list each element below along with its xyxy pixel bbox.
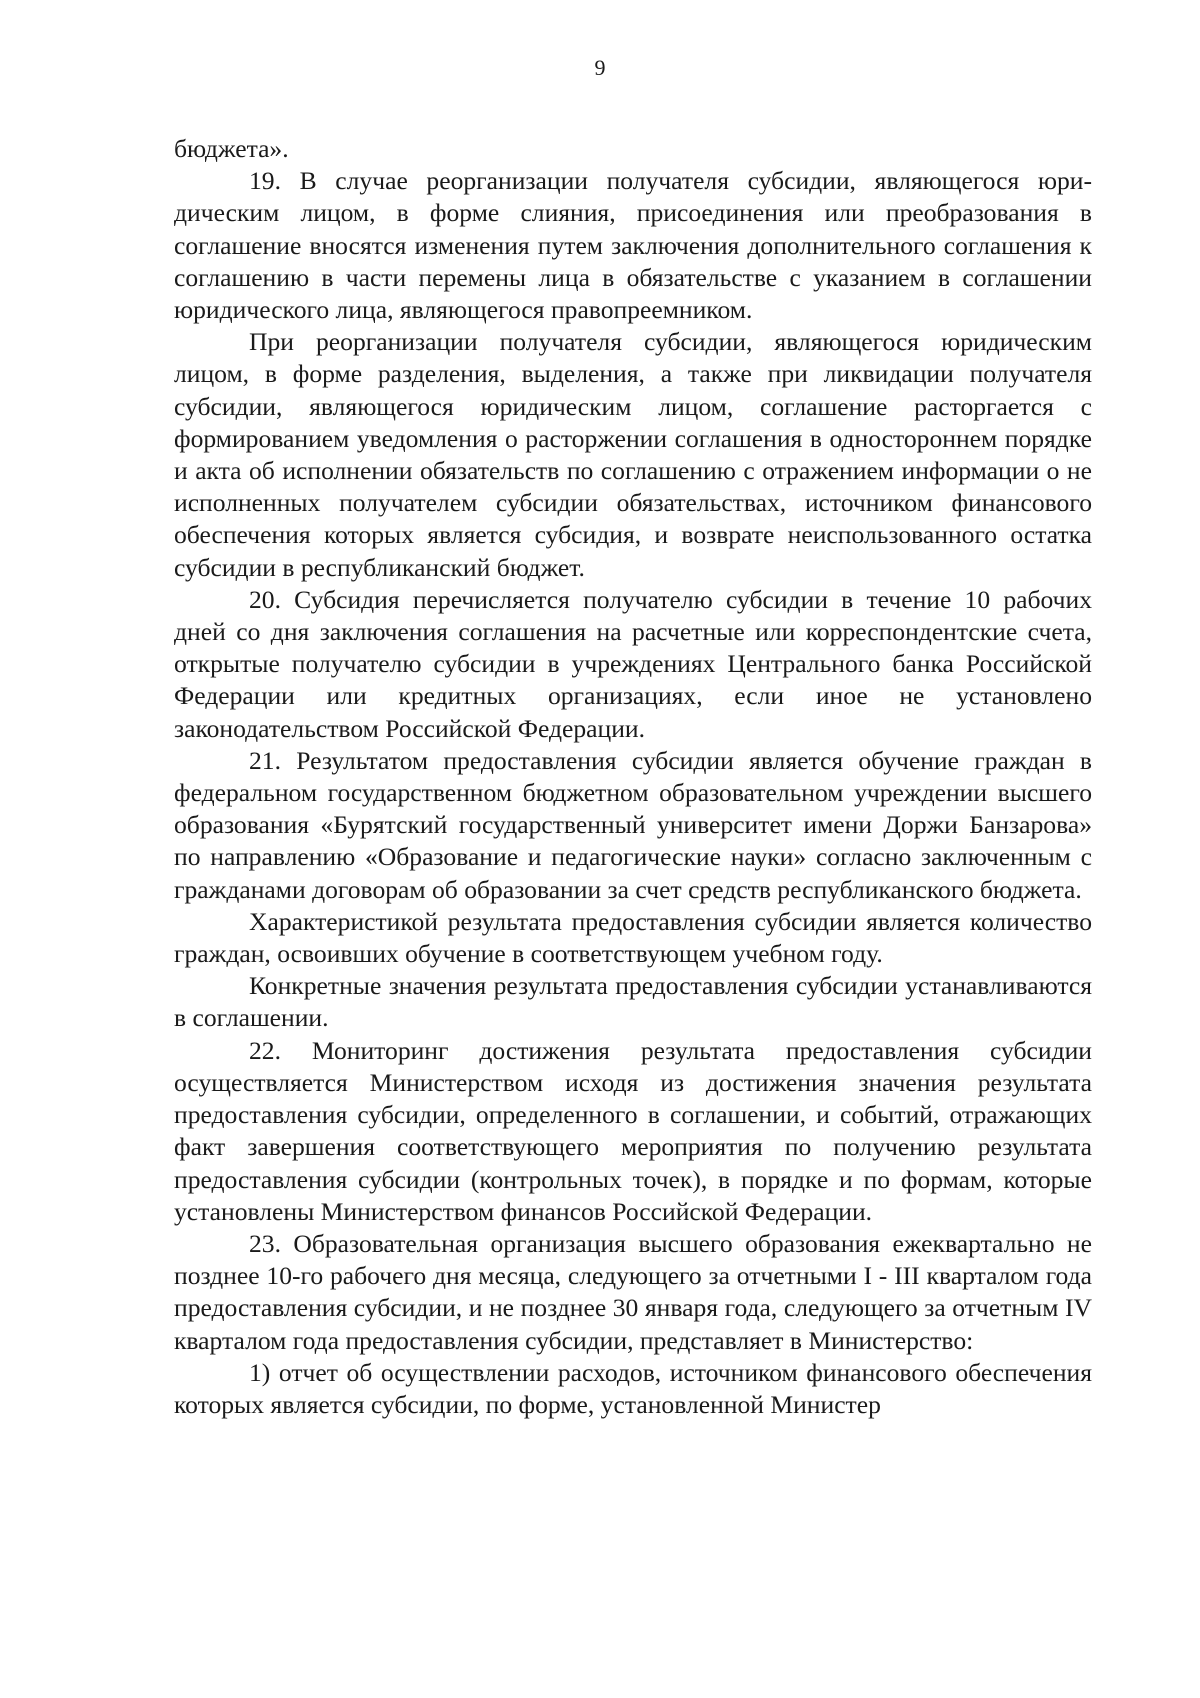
paragraph-21-result-values: Конкретные значения результата предоставления субсидии устанавливаются в соглашении.	[174, 971, 1092, 1033]
paragraph-23-reporting: 23. Образовательная организация высшего образования ежеквартально не позднее 10-го рабочего дня месяца, следующего за отчетными I - III кварталом года предоставления субсидии, и не позднее 30 января года, следующего за отчетным IV кварталом года предоставления субсидии, представляет в Министерство:	[174, 1228, 1092, 1355]
paragraph-23-item-1: 1) отчет об осуществлении расходов, источником финансового обеспечения которых является субсидии, по форме, установленной Министер	[174, 1357, 1092, 1419]
paragraph-19-reorganization-merger: 19. В случае реорганизации получателя субсидии, являющегося юридическим лицом, в форме слияния, присоединения или преобразования в соглашение вносятся изменения путем заключения дополнительного соглашения к соглашению в части перемены лица в обязательстве с указанием в соглашении юридического лица, являющегося правопреемником.	[174, 166, 1092, 325]
paragraph-budget-continuation: бюджета».	[174, 134, 289, 163]
document-body	[174, 133, 1092, 1421]
paragraph-19-reorganization-division: При реорганизации получателя субсидии, являющегося юридическим лицом, в форме разделения, выделения, а также при ликвидации получателя субсидии, являющегося юридическим лицом, соглашение расторгается с формированием уведомления о расторжении соглашения в одностороннем порядке и акта об исполнении обязательств по соглашению с отражением информации о не исполненных получателем субсидии обязательствах, источником финансового обеспечения которых является субсидия, и возврате неиспользованного остатка субсидии в республиканский бюджет.	[174, 327, 1092, 582]
page-number: 9	[594, 55, 606, 80]
paragraph-22-monitoring: 22. Мониторинг достижения результата предоставления субсидии осуществляется Министерством исходя из достижения значения результата предоставления субсидии, определенного в соглашении, и событий, отражающих факт завершения соответствующего мероприятия по получению результата предоставления субсидии (контрольных точек), в порядке и по формам, которые установлены Министерством финансов Российской Федерации.	[174, 1035, 1092, 1226]
paragraph-20-subsidy-transfer: 20. Субсидия перечисляется получателю субсидии в течение 10 рабочих дней со дня заключения соглашения на расчетные или корреспондентские счета, открытые получателю субсидии в учреждениях Центрального банка Российской Федерации или кредитных организациях, если иное не установлено законодательством Российской Федерации.	[174, 584, 1092, 743]
paragraph-21-subsidy-result: 21. Результатом предоставления субсидии является обучение граждан в федеральном государственном бюджетном образовательном учреждении высшего образования «Бурятский государственный университет имени Доржи Банзарова» по направлению «Образование и педагогические науки» согласно заключенным с гражданами договорам об образовании за счет средств республиканского бюджета.	[174, 745, 1092, 904]
paragraph-21-result-characteristic: Характеристикой результата предоставления субсидии является количество граждан, освоивших обучение в соответствующем учебном году.	[174, 906, 1092, 969]
